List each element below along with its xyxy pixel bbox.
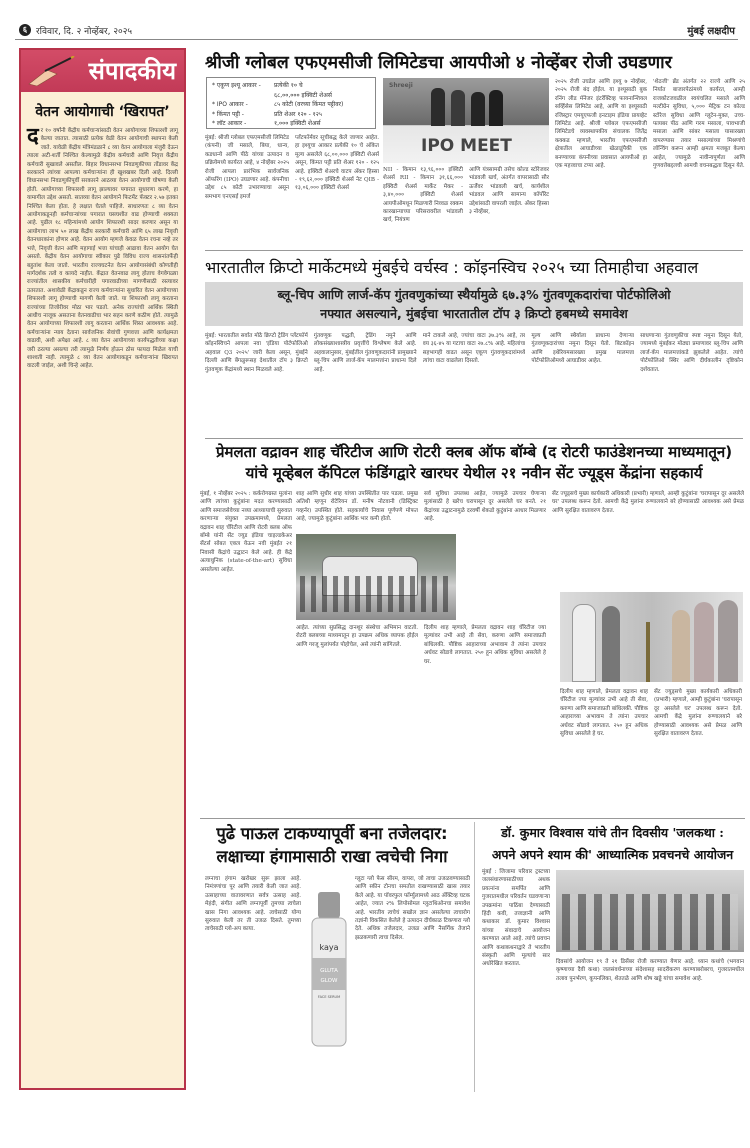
ipo-text-col-1: मुंबई: श्रीजी ग्लोबल एफएमसीजी लिमिटेड (कंपनी) जी मसाले, बिया, धान्य, कडधान्ये आणि पीठे यांच्या उत्पादन व प्रक्रियेमध्ये कार्यरत आहे, ४ नोव्हेंबर २०२५ रोजी आपला प्रारंभिक सार्वजनिक ऑफरिंग (IPO) उघडणार आहे. कंपनीचा उद्देश ८५ कोटी उभारण्याचा असून समभाग एनएसई इमर्ज [205, 135, 289, 200]
serum-bottle-image [304, 888, 354, 1048]
photo-brand-logo: Shreeji [389, 82, 413, 89]
skincare-col-a [205, 875, 301, 1085]
rotary-text-col-7: दिलीप शाह म्हणाले, प्रेमलता वद्रावन शाह चॅरिटीज ज्या मूल्यांवर उभी आहे ती सेवा, करुणा आणि समाजाप्रती बांधिलकी. पौष्टिक आहाराच्या अभावाम ते त्यांना उपचार अर्धवट सोडावे लागतात. २५० हून अधिक सुविधा असलेले हे घर. [560, 689, 648, 738]
editorial-body [21, 127, 184, 1097]
jalkatha-col-b [556, 958, 744, 1088]
skincare-headline-1: पुढे पाऊल टाकण्यापूर्वी बना तजेलदार: [216, 824, 448, 843]
ipo-meet-photo [383, 78, 549, 163]
editorial-section-title: संपादकीय [88, 57, 176, 85]
rotary-col-b [296, 490, 546, 530]
ipo-text-col-4: आणि यंत्रसामग्री तसेच कोल्ड स्टोरेजवर भांडवली खर्च, अंतर्गत वापरासाठी सौर ऊर्जेवर भांडवली खर्च, कार्यशील भांडवल आणि सामान्य कॉर्पोरेट उद्देशांसाठी वापरली जाईल. अँकर हिस्सा ३ नोव्हेंबर, [469, 167, 549, 216]
group-of-people [562, 894, 738, 950]
jalkatha-text-col-2: दिवसांचे आयोजन १९ ते २१ डिसेंबर रोजी करण्यात येणार आहे. ध्यान कथांचे (भगवान कृष्णाच्या दैवी कथा) जलसंवर्धनाच्या संदेशासह सादरीकरण करण्याबरोबरच, गुजरातमधील तलाव पुनर्भरण, कूपनलिका, शेततळे आणि शोष खड्डे यांचा समावेश आहे. [556, 959, 744, 982]
rotary-text-col-6: सेंट ज्यूड्सचे मुख्य कार्यकारी अधिकारी (प्रभारी) म्हणाले, आम्ही कुटुंबांना 'घरापासून दूर असलेले घर' उपलब्ध करून देतो. आमची केंद्रे मुलांना रुग्णालयाने बरे होण्यासाठी आवश्यक असे प्रेमळ आणि सुरक्षित वातावरण देतात. [552, 491, 744, 514]
fact-label: * IPO आकार - [212, 101, 248, 108]
jalkatha-text-col-1: मुंबई : जिजामा परिवार ट्रस्टच्या जलसंधारणासाठीच्या अथक प्रयत्नांना समर्पित आणि गुजरातमधील परिवर्तन घडवणाऱ्या उपक्रमांना पाठिंबा देण्यासाठी हिंदी कवी, तत्त्वज्ञानी आणि कथाकार डॉ. कुमार विश्वास यांच्या संवादाचे आयोजन करण्यात आले आहे. त्यांचे प्रवचन आणि कथाकथनाद्वारे ते भारतीय संस्कृती आणि मूल्यांचे सार अधोरेखित करतात. [482, 869, 550, 968]
fact-value: ६८,००,००० इक्विटी शेअर्स [274, 91, 332, 99]
story-crypto [205, 256, 698, 278]
rotary-text-col-1: मुंबई, १ नोव्हेंबर २०२५ : कर्करोगग्रस्त मुलांना आणि त्यांच्या कुटुंबांना मदत करण्यासाठी आणि समाजसेवेच्या नव्या आध्यायाची सुरुवात करणाऱ्या संयुक्त उपक्रमामध्ये, प्रेमलता वद्रावन शाह चॅरिटीज आणि रोटरी क्लब ऑफ बॉम्बे यांनी सेंट ज्यूड इंडिया चाइल्डकेअर सेंटर्स सोबत एकत्र येऊन नवी मुंबईत २१ निवासी केंद्रांचे उद्घाटन केले आहे. ही केंद्रे अत्याधुनिक (state-of-the-art) सुविधा असलेल्या आहेत. [200, 491, 292, 573]
editorial-banner [21, 50, 184, 92]
ambulance-van-photo [296, 534, 456, 620]
ipo-columns-right [555, 78, 745, 241]
section-divider [205, 250, 743, 251]
crypto-subheadline-2: नफ्यात असल्याने, मुंबईचा भारतातील टॉप ३ क्रिप्टो हबमध्ये समावेश [320, 306, 628, 321]
editorial-headline: वेतन आयोगाची ‘खिरापत’ [35, 104, 170, 120]
rotary-text-col-2: शाह आणि सुधीर शाह यांच्या उपस्थितीत पार पडला. प्रमुख अतिथी म्हणून रोटेरियन डॉ. मनीष नोटवानी (डिस्ट्रिक्ट गव्हर्नर) उपस्थित होते. सहकार्याचे निवास पूर्णपणे मोफत आहे, ज्यामुळे कुटुंबांना आर्थिक भार कमी होतो. [296, 491, 418, 523]
page-header [0, 22, 750, 40]
drop-cap: द [27, 127, 39, 149]
section-divider [200, 818, 745, 819]
rotary-text-col-8: सेंट ज्यूड्सचे मुख्य कार्यकारी अधिकारी (प्रभारी) म्हणाले, आम्ही कुटुंबांना 'घरापासून दूर असलेले घर' उपलब्ध करून देतो. आमची केंद्रे मुलांना रुग्णालयाने बरे होण्यासाठी आवश्यक असे प्रेमळ आणि सुरक्षित वातावरण देतात. [654, 689, 742, 738]
crypto-text-col-4: मूल्य आणि स्थैर्याला प्राधान्य देणाऱ्या गुंतवणूकदारांच्या नमुना दिसून येतो. बिटकॉइन आणि इथेरियमसारख्या प्रमुख मालमत्ता पोर्टफोलिओमध्ये आघाडीवर आहेत. [531, 333, 635, 365]
crypto-text-col-5: साधणाऱ्या गुंतवणुकीचा स्पष्ट नमुना दिसून येतो, ज्यामध्ये मुंबईकर मोठ्या प्रमाणावर ब्लू-चिप आणि लार्ज-कॅप मालमत्तांकडे झुकलेले आहेत. त्यांचे पोर्टफोलिओ स्थिर आणि दीर्घकालीन दृष्टिकोन दर्शवतात. [640, 333, 743, 373]
header-divider [15, 39, 738, 40]
ipo-text-col-6: 'शेठजी' ब्रँड अंतर्गत २२ राज्ये आणि २५ निर्यात बाजारपेठांमध्ये कार्यरत, आम्ही राजकोटजवळील स्वयंचलित मसाले आणि मल्टीग्रेन सुविधा, ५,००० मेट्रिक टन कोल्ड स्टोरेज सुविधा आणि ग्लूटेन-मुक्त, उच्च-फायबर पीठ आणि गरम मसाला, पावभाजी मसाला आणि सांबर मसाला यासारख्या वापरण्यास तयार मसाल्यांच्या मिश्रणांचे लॉन्चिंग करून आम्ही क्षमता मजबूत केल्या आहेत, ज्यामुळे नावीन्यपूर्णता आणि गुणवत्तेबद्दलची आमची वचनबद्धता दिसून येते. [653, 79, 745, 170]
skincare-text-col-2: ग्लूटा ग्लो फेस सीरम, वापरा, जो त्वचा उजळवण्यासाठी आणि स्कीन टोनचा समतोल राखण्यासाठी खास तयार केले आहे. या पॉवरफुल फॉर्म्युलामध्ये आठ ॲक्टिव्ह घटक आहेत, ज्यात २% लिपोसोमल ग्लुटाथिओनचा समावेश आहे. भारतीय त्वचेचं सखोल ज्ञान असलेल्या त्वचारोग तज्ञांनी विकसित केलेले हे उत्पादन दीर्घकाळ टिकणारा ग्लो देते. अधिक तजेलदार, उजळ आणि नैसर्गिक तेजाने झळकणारी त्वचा दिसेल. [355, 876, 470, 941]
photo-caption-ipo-meet: IPO MEET [421, 136, 512, 156]
ipo-text-col-2: प्लॅटफॉर्मवर सूचीबद्ध केले जाणार आहेत. हा इश्यूचा आकार प्रत्येकी १० चे अंकित मूल्य असलेले ६८,००,००० इक्विटी शेअर्स असून, किंमत पट्टी प्रति शेअर १२० - १२५ आहे. इक्विटी शेअरचे वाटप अँकर हिस्सा - १९,६२,००० इक्विटी शेअर्स नेट QIB - १३,०६,००० इक्विटी शेअर्स [295, 135, 379, 192]
jalkatha-headline-2: अपने अपने श्याम की' आध्यात्मिक प्रवचनचे आयोजन [491, 847, 734, 862]
ipo-fact-box [206, 77, 376, 129]
fact-label: * लॉट आकार - [212, 120, 247, 127]
fact-value: प्रत्येकी १० चे [274, 82, 303, 89]
crypto-text-col-1: मुंबई: भारतातील सर्वात मोठे क्रिप्टो ट्रेडिंग प्लॅटफॉर्म कॉइनस्विचने आपला नवा 'इंडिया पोर्टफोलिओ अहवाल Q3 २०२५' जारी केला असून, मुंबईने दिल्ली आणि बेंगळुरूसह देशातील टॉप ३ क्रिप्टो गुंतवणूक केंद्रांमध्ये स्थान मिळवले आहे. [205, 333, 308, 373]
fact-value: ८५ कोटी (वरच्या किंमत पट्टीवर) [274, 101, 344, 108]
fact-value: १,००० इक्विटी शेअर्स [274, 120, 321, 127]
person-figure [431, 88, 445, 126]
person-figure [694, 602, 714, 682]
ipo-text-col-5: २०२५ रोजी उघडेल आणि इश्यू ७ नोव्हेंबर, २०२५ रोजी बंद होईल. या इश्यूसाठी बुक रनिंग लीड मॅनेजर इंटरॅक्टिव्ह फायनान्शियल सर्व्हिसेस लिमिटेड आहे, आणि या इश्यूसाठी रजिस्ट्रार एमयूएफजी इनटाइम इंडिया प्रायव्हेट लिमिटेड आहे. श्रीजी ग्लोबल एफएमसीजी लिमिटेडचे व्यवस्थापकीय संचालक जितेंद्र कक्कड म्हणाले, भारतीय एफएमसीजी क्षेत्रातील आघाडीच्या खेळाडूंपैकी एक बनण्याच्या कंपनीच्या प्रवासात आयपीओ हा एक महत्त्वाचा टप्पा आहे. [555, 79, 647, 170]
crypto-subheadline-1: ब्लू-चिप आणि लार्ज-कॅप गुंतवणुकांच्या स्थैर्यामुळे ६७.३% गुंतवणूकदारांचा पोर्टफोलिओ [277, 287, 671, 302]
oil-lamp-stand [646, 622, 650, 682]
story-ipo [205, 50, 672, 74]
rotary-col-a [200, 490, 292, 810]
person-figure [572, 604, 596, 682]
rotary-text-col-3: सर्व सुविधा उपलब्ध आहेत, ज्यामुळे उपचार घेणाऱ्या मुलांसाठी हे खरेच घरापासून दूर असलेले घर बनते. २१ केंद्रांच्या उद्घाटनामुळे दरवर्षी शेकडो कुटुंबांना आधार मिळणार आहे. [424, 491, 546, 523]
rotary-headline-2: यांचे मूव्हेबल कॅपिटल फंडिंगद्वारे खारघर येथील २१ नवीन सेंट ज्यूड्स केंद्रांना सहकार्य [245, 464, 703, 482]
fact-value: प्रति शेअर १२० - १२५ [274, 110, 323, 118]
svg-text:GLOW: GLOW [320, 978, 338, 984]
person-figure [471, 92, 485, 126]
crypto-headline: भारतातील क्रिप्टो मार्केटमध्ये मुंबईचे वर्चस्व : कॉइनस्विच २०२५ च्या तिमाहीचा अहवाल [205, 258, 699, 277]
crypto-text-col-2: गुंतवणूक पद्धती, ट्रेडिंग नमुने आणि लोकसंख्याशास्त्रीय प्रवृत्तींचे विश्लेषण केले आहे. अहवालानुसार, मुंबईतील गुंतवणूकदारांनी प्रामुख्याने ब्लू-चिप आणि लार्ज-कॅप मालमत्तांना प्राधान्य दिले आहे. [313, 333, 417, 373]
skincare-text-col-1: लग्नाचा हंगाम खरोखर सुरू झाला आहे. निमंत्रणांचा पूर आणि तयारी केली जात आहे. उत्साहाच्या वातावरणात सर्वत्र उत्साह आहे. मेहंदी, संगीत आणि लग्नापूर्वी तुमच्या त्वचेला खास निगा आवश्यक आहे. त्वचेसाठी योग्य सुरुवात केली तर ती उजळ दिसते. तुमच्या त्वचेसाठी ग्लो-अप काया. [205, 876, 301, 933]
rotary-text-col-4: आहेत. त्यांच्या सुप्रसिद्ध दानशूर संस्थेचा अभिमान वाटतो. रोटरी क्लबच्या माध्यमातून हा उपक्रम अधिक व्यापक होईल आणि गरजू मुलांपर्यंत पोहोचेल, असे त्यांनी सांगितले. [296, 625, 418, 648]
group-of-people [300, 576, 450, 612]
rotary-headline-1: प्रेमलता वद्रावन शाह चॅरिटीज आणि रोटरी क्लब ऑफ बॉम्बे (द रोटरी फाउंडेशनच्या माध्यमातून) [215, 443, 733, 461]
crypto-subheadline-box [205, 282, 743, 326]
fact-label: * किंमत पट्टी - [212, 110, 244, 118]
editorial-column [19, 48, 186, 1090]
lamp-lighting-photo [560, 592, 743, 682]
pen-hand-icon [27, 56, 77, 86]
rotary-col-c [296, 624, 546, 810]
person-figure [602, 606, 620, 682]
rotary-col-d [552, 490, 744, 590]
rotary-text-col-5: दिलीप शाह म्हणाले, प्रेमलता वद्रावन शाह चॅरिटीज ज्या मूल्यांवर उभी आहे ती सेवा, करुणा आणि समाजाप्रती बांधिलकी. पौष्टिक आहाराच्या अभावाम ते त्यांना उपचार अर्धवट सोडावे लागतात. २५० हून अधिक सुविधा असलेले हे घर. [424, 625, 546, 665]
person-figure [489, 90, 503, 126]
fact-label [212, 91, 274, 101]
story-skincare [196, 822, 468, 868]
person-figure [451, 90, 465, 126]
editorial-text: र १० वर्षांनी केंद्रीय कर्मचाऱ्यांसाठी वेतन आयोगाच्या शिफारशी लागू केल्या जातात. त्यासाठी प्रत्येक वेळी वेतन आयोगाची स्थापना केली जाते. यावेळी केंद्रीय मंत्रिमंडळाने ८ व्या वेतन आयोगाला मंजुरी देऊन त्याला अटी-शर्ती निश्चित केल्यामुळे केंद्रीय कर्मचारी आणि निवृत्त केंद्रीय कर्मचारी सुखावले असतील. बिहार विधानसभा निवडणुकीच्या तोंडावर केंद्र सरकारने त्यांच्या आपल्या कर्मचाऱ्यांना ही खुशखबर दिली आहे. दिल्ली विधानसभा निवडणुकीपूर्वी सरकारने आठव्या वेतन आयोगाची घोषणा केली होती. आयोगाच्या शिफारशी लागू झाल्यावर पगारात सुधारणा करणे, हा यामागील उद्देश असतो. सातव्या वेतन आयोगाने फिटमेंट फॅक्टर २.५७ इतका निश्चित केला होता. हे लक्षात घेतले पाहिजे. साधारणतः ८ व्या वेतन आयोगाकडूनही कर्मचाऱ्यांच्या पगारात घसघशीत वाढ होण्याची शक्यता आहे. पुढील १८ महिन्यांमध्ये आयोग शिफारशी सादर करणार असून या आयोगाचा लाभ ५० लाख केंद्रीय सरकारी कर्मचारी आणि ६५ लाख निवृत्ती वेतनधारकांना होणार आहे. वेतन आयोग म्हणजे केवळ वेतन रचना नव्हे तर भत्ते, निवृत्ती वेतन आणि महागाई भत्ता यांचाही आढावा वेतन आयोग घेत असतो. केंद्रीय वेतन आयोगाचा स्वीकार पुढे विविध राज्य शासनांतर्फेही बहुतांश केला जातो. भारतीय राज्यघटनेत वेतन आयोगासंबंधी कोणतीही मार्गदर्शक तत्वे व कायदे नाहीत. केंद्रात वेतनवाढ लागू होताच वेगवेगळ्या राज्यांतील शासकीय कर्मचारीही पगारवाढीच्या मागणीसाठी रस्त्यावर उतरतात. अशावेळी केंद्राकडून राज्य कर्मचाऱ्यांना सुधारित वेतन आयोगाच्या शिफारशी लागू होण्याची मागणी केली जाते. या शिफारशी लागू करताना राज्यांच्या तिजोरीवर मोठा भार पडतो. अनेक राज्यांची आर्थिक स्थिती आधीच नाजूक असताना वेतनवाढीचा भार सहन करणे कठीण होते. त्यामुळे वेतन आयोगाच्या शिफारशी लागू करताना आर्थिक शिस्त आवश्यक आहे. कर्मचाऱ्यांना न्याय देताना सार्वजनिक सेवांची गुणवत्ता आणि कार्यक्षमता वाढावी, अशी अपेक्षा आहे. ८ व्या वेतन आयोगाच्या कार्यपद्धतीच्या कक्षा जरी ठरल्या असल्या तरी त्यामुळे निर्णय होऊन ठोस फायदा मिळेल याची शाश्वती नाही. त्यामुळे ८ व्या वेतन आयोगाकडून कर्मचाऱ्यांना खिरापत वाटली जाईल, अशी चिन्हे आहेत. [27, 128, 178, 370]
jalkatha-headline-1: डॉ. कुमार विश्वास यांचे तीन दिवसीय 'जलकथा : [501, 825, 724, 840]
newspaper-name: मुंबई लक्षदीप [687, 26, 735, 37]
ipo-columns-left [205, 134, 380, 239]
product-brand: kaya [319, 943, 339, 952]
ipo-columns-mid [383, 166, 549, 241]
rotary-col-e [560, 688, 743, 810]
svg-text:GLUTA: GLUTA [320, 968, 338, 974]
jalkatha-col-a [482, 868, 550, 1088]
story-jalkatha [480, 822, 745, 866]
ipo-headline: श्रीजी ग्लोबल एफएमसीजी लिमिटेडचा आयपीओ ४ नोव्हेंबर रोजी उघडणार [205, 53, 672, 73]
fact-label: * एकूण इश्यू आकार - [212, 82, 261, 89]
skincare-col-b [355, 875, 470, 1085]
crypto-text-col-3: माने टाकले आहे, ज्यांचा वाटा ३७.३% आहे, तर वय ३६-४५ या गटाचा वाटा २७.८% आहे. महिलांचा सहभागही वाढत असून एकूण गुंतवणूकदारांमध्ये त्यांचा वाटा वाढलेला दिसतो. [422, 333, 526, 365]
person-figure [718, 600, 738, 682]
crypto-columns [205, 332, 743, 432]
skincare-headline-2: लक्षाच्या हंगामासाठी राखा त्वचेची निगा [216, 847, 448, 866]
section-divider [205, 438, 743, 439]
product-type: FACE SERUM [317, 995, 341, 999]
issue-date: रविवार, दि. २ नोव्हेंबर, २०२५ [36, 27, 133, 37]
event-group-photo [556, 870, 744, 952]
column-divider [474, 822, 475, 1092]
page-number: ६ [19, 24, 31, 36]
person-figure [672, 610, 690, 682]
ipo-text-col-3: NII - किमान १३,९६,००० इक्विटी शेअर्स RII - किमान ३१,६६,००० इक्विटी शेअर्स मार्केट मेकर - ३,४०,००० इक्विटी शेअर्स आयपीओमधून मिळणारी निव्वळ रक्कम कारखान्याच्या परिसरावरील भांडवली खर्च, नियंत्रण [383, 167, 463, 224]
story-rotary [200, 442, 748, 484]
